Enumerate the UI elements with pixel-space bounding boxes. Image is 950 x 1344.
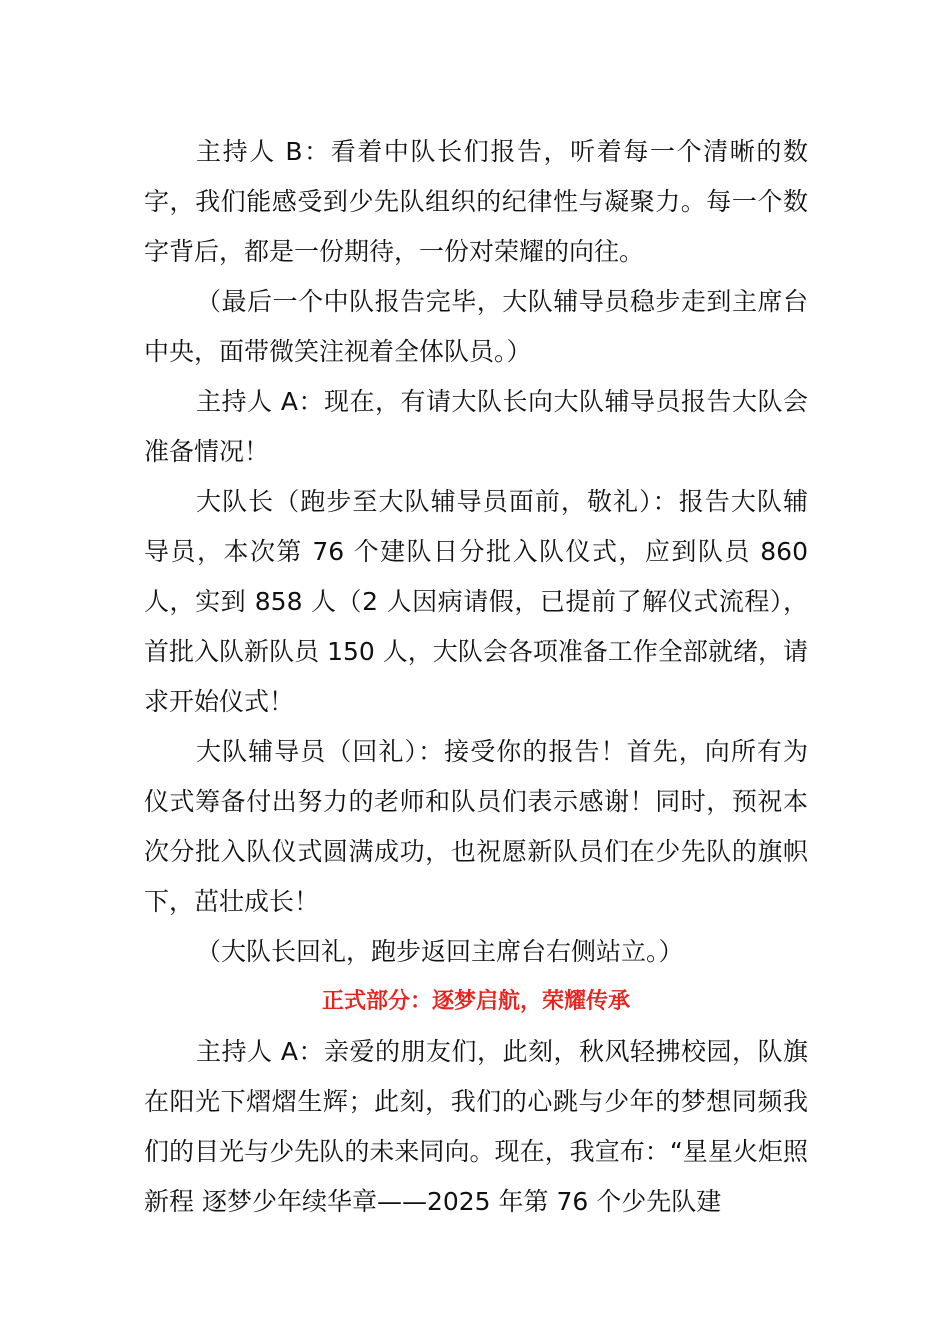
paragraph-host-b: 主持人 B：看着中队长们报告，听着每一个清晰的数字，我们能感受到少先队组织的纪律性与凝聚力。每一个数字背后，都是一份期待，一份对荣耀的向往。 — [144, 137, 808, 266]
paragraph-counselor-reply: 大队辅导员（回礼）：接受你的报告！首先，向所有为仪式筹备付出努力的老师和队员们表示感谢！同时，预祝本次分批入队仪式圆满成功，也祝愿新队员们在少先队的旗帜下，茁壮成长！ — [144, 737, 808, 916]
paragraph-host-a-request: 主持人 A：现在，有请大队长向大队辅导员报告大队会准备情况！ — [144, 387, 808, 466]
stage-direction-captain-return: （大队长回礼，跑步返回主席台右侧站立。） — [196, 937, 684, 966]
paragraph-host-a-announcement: 主持人 A：亲爱的朋友们，此刻，秋风轻拂校园，队旗在阳光下熠熠生辉；此刻，我们的心跳与少年的梦想同频我们的目光与少先队的未来同向。现在，我宣布：“星星火炬照新程 逐梦少年续华章——2025 年第 76 个少先队建 — [144, 1037, 808, 1216]
paragraph-captain-report: 大队长（跑步至大队辅导员面前，敬礼）：报告大队辅导员，本次第 76 个建队日分批入队仪式，应到队员 860 人，实到 858 人（2 人因病请假，已提前了解仪式流程），首批入队新队员 150 人，大队会各项准备工作全部就绪，请求开始仪式！ — [144, 487, 808, 716]
stage-direction-counselor: （最后一个中队报告完毕，大队辅导员稳步走到主席台中央，面带微笑注视着全体队员。） — [144, 287, 808, 366]
document-body — [144, 127, 808, 1227]
section-heading: 正式部分：逐梦启航，荣耀传承 — [321, 989, 630, 1014]
